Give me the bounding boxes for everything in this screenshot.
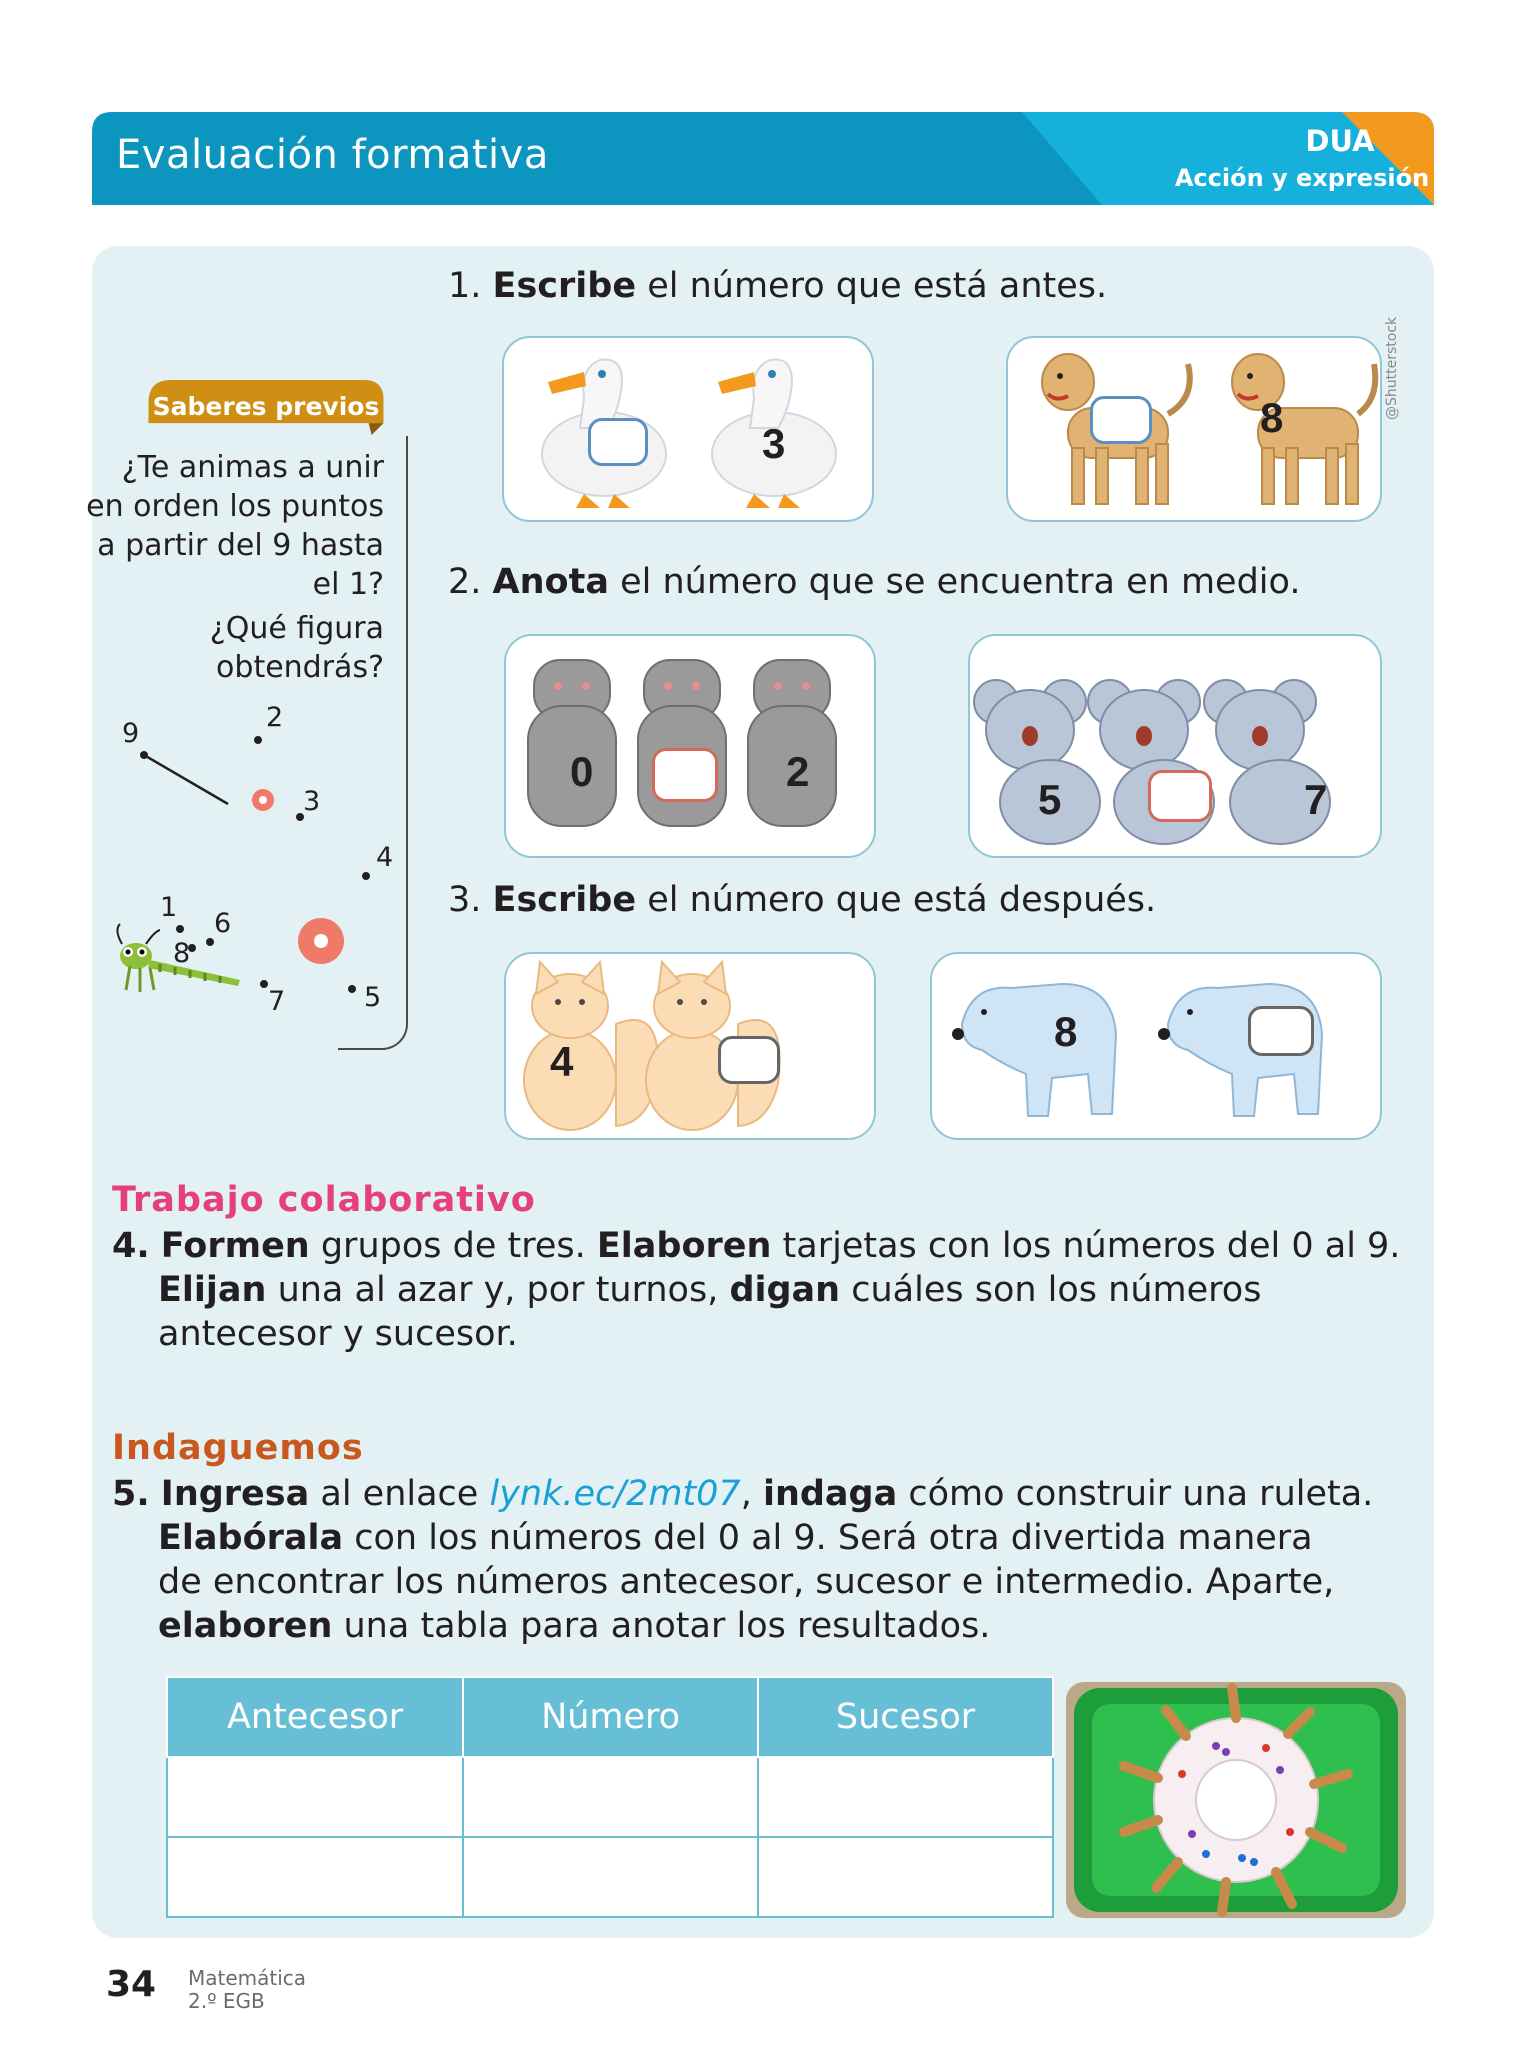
q2-card-hippos (504, 634, 876, 858)
section-header (92, 112, 1434, 205)
table-cell[interactable] (463, 1837, 758, 1917)
results-table (166, 1676, 1054, 1918)
table-cell[interactable] (758, 1837, 1053, 1917)
activity-5: 5. Ingresa al enlace lynk.ec/2mt07, indaga cómo construir una ruleta. Elabórala con los números del 0 al 9. Será otra divertida manera de encontrar los números antecesor, sucesor e intermedio. Aparte, elaboren una tabla para anotar los resultados. (112, 1474, 1374, 1646)
lynk-link[interactable]: lynk.ec/2mt07 (489, 1474, 741, 1514)
activity-4: 4. Formen grupos de tres. Elaboren tarjetas con los números del 0 al 9. Elijan una al azar y, por turnos, digan cuáles son los números antecesor y sucesor. (112, 1226, 1401, 1354)
question-1: 1. Escribe el número que está antes. (448, 266, 1108, 306)
dua-title: DUA (1305, 124, 1375, 158)
given-number: 8 (1260, 394, 1284, 441)
dot-label-5: 5 (364, 982, 382, 1013)
column-header-sucesor: Sucesor (758, 1677, 1053, 1757)
dot-label-9: 9 (122, 718, 140, 749)
given-number: 2 (786, 748, 810, 795)
saberes-previos-label: Saberes previos (152, 392, 380, 421)
dot-label-8: 8 (173, 938, 191, 969)
dogs-illustration (1008, 338, 1380, 520)
dot-label-2: 2 (266, 702, 284, 733)
image-credit: @Shutterstock (1384, 316, 1400, 420)
answer-box-q1-dogs[interactable] (1090, 396, 1152, 444)
question-2: 2. Anota el número que se encuentra en medio. (448, 562, 1301, 602)
answer-box-q3-bears[interactable] (1248, 1006, 1314, 1056)
ducks-illustration (504, 338, 872, 520)
dot-label-4: 4 (376, 842, 394, 873)
column-header-numero: Número (463, 1677, 758, 1757)
answer-box-q2-hippos[interactable] (652, 748, 718, 802)
answer-box-q1-ducks[interactable] (588, 418, 648, 466)
saberes-question-2: ¿Qué figura obtendrás? (209, 611, 384, 685)
table-row (167, 1757, 1053, 1837)
answer-box-q3-cats[interactable] (718, 1036, 780, 1084)
hippos-illustration (506, 636, 874, 856)
indaguemos-title: Indaguemos (112, 1428, 364, 1468)
column-header-antecesor: Antecesor (167, 1677, 463, 1757)
given-number: 4 (550, 1038, 574, 1085)
dot-label-3: 3 (303, 786, 321, 817)
dua-subtitle: Acción y expresión (1174, 164, 1430, 192)
table-row (167, 1837, 1053, 1917)
table-cell[interactable] (463, 1757, 758, 1837)
answer-box-q2-koalas[interactable] (1148, 770, 1212, 822)
dot-label-7: 7 (268, 986, 286, 1017)
q2-card-koalas (968, 634, 1382, 858)
given-number: 8 (1054, 1008, 1078, 1055)
footer-grade: 2.º EGB (188, 1989, 265, 2013)
ruleta-photo (1066, 1682, 1406, 1918)
question-3: 3. Escribe el número que está después. (448, 880, 1157, 920)
q3-card-cats (504, 952, 876, 1140)
table-cell[interactable] (167, 1837, 463, 1917)
q1-card-dogs (1006, 336, 1382, 522)
q3-card-polar-bears (930, 952, 1382, 1140)
page-title: Evaluación formativa (116, 132, 549, 178)
saberes-question-1: ¿Te animas a unir en orden los puntos a partir del 9 hasta el 1? (86, 450, 384, 602)
dot-to-dot-puzzle (100, 710, 420, 1020)
q1-card-ducks (502, 336, 874, 522)
dot-label-6: 6 (214, 908, 232, 939)
dot-label-1: 1 (160, 892, 178, 923)
given-number: 3 (762, 420, 786, 467)
footer-subject: Matemática (188, 1966, 307, 1990)
given-number: 0 (570, 748, 594, 795)
trabajo-colaborativo-title: Trabajo colaborativo (112, 1180, 536, 1220)
table-cell[interactable] (167, 1757, 463, 1837)
given-number: 5 (1038, 776, 1062, 823)
given-number: 7 (1304, 776, 1328, 823)
table-cell[interactable] (758, 1757, 1053, 1837)
page-number: 34 (106, 1964, 157, 2005)
